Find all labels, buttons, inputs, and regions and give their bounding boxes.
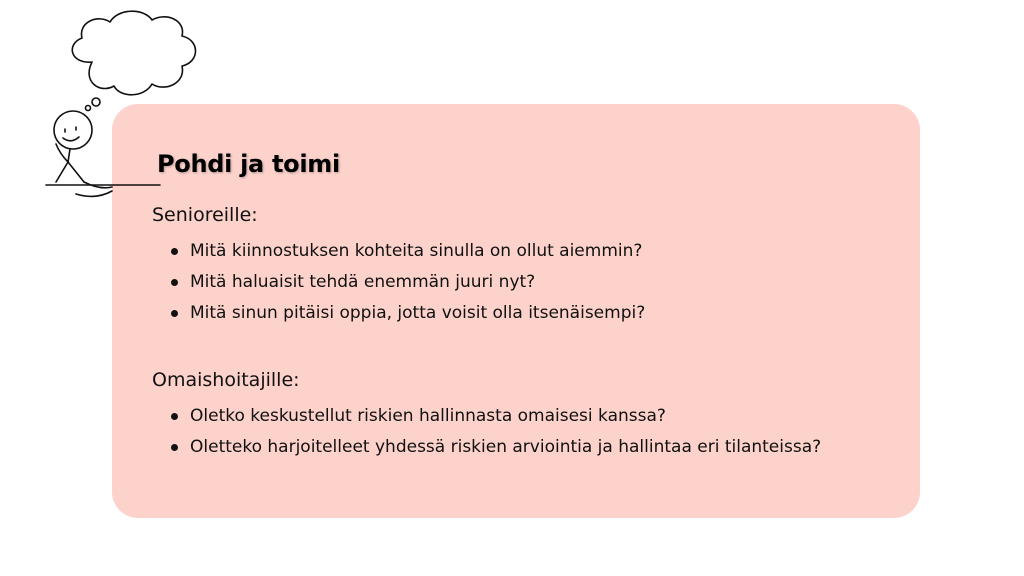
- carers-heading: Omaishoitajille:: [152, 369, 300, 391]
- bullet-icon: [171, 248, 178, 255]
- question-text: Mitä kiinnostuksen kohteita sinulla on ollut aiemmin?: [190, 241, 643, 261]
- bullet-icon: [171, 279, 178, 286]
- list-item: [171, 432, 831, 463]
- bullet-icon: [171, 310, 178, 317]
- list-item: [171, 298, 831, 329]
- bullet-icon: [171, 413, 178, 420]
- question-text: Oletko keskustellut riskien hallinnasta omaisesi kanssa?: [190, 406, 666, 426]
- bullet-icon: [171, 444, 178, 451]
- question-text: Mitä sinun pitäisi oppia, jotta voisit olla itsenäisempi?: [190, 303, 646, 323]
- slide-title: Pohdi ja toimi: [157, 150, 340, 178]
- seniors-question-list: [171, 236, 831, 329]
- list-item: [171, 401, 831, 432]
- list-item: [171, 267, 831, 298]
- list-item: [171, 236, 831, 267]
- question-text: Oletteko harjoitelleet yhdessä riskien arviointia ja hallintaa eri tilanteissa?: [190, 437, 822, 457]
- question-text: Mitä haluaisit tehdä enemmän juuri nyt?: [190, 272, 536, 292]
- seniors-heading: Senioreille:: [152, 204, 258, 226]
- carers-question-list: [171, 401, 831, 463]
